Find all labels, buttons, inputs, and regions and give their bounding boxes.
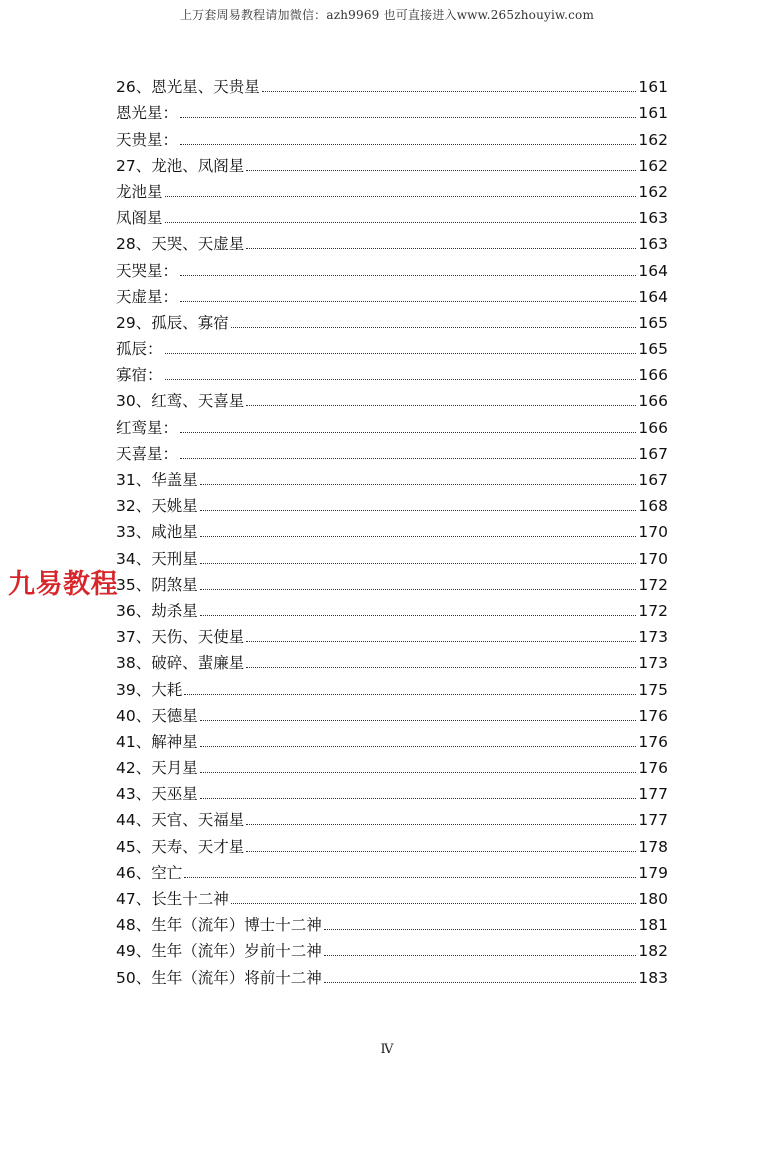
toc-dot-leader [262, 91, 637, 92]
toc-entry-page: 173 [638, 628, 668, 647]
toc-entry-title: 43、天巫星 [116, 785, 198, 804]
toc-dot-leader [246, 405, 636, 406]
toc-dot-leader [180, 117, 636, 118]
toc-entry[interactable] [116, 755, 668, 781]
toc-dot-leader [324, 982, 637, 983]
toc-entry-page: 173 [638, 654, 668, 673]
toc-entry-title: 47、长生十二神 [116, 890, 229, 908]
table-of-contents [116, 74, 668, 991]
toc-dot-leader [200, 589, 637, 590]
toc-entry-title: 49、生年（流年）岁前十二神 [116, 942, 322, 961]
toc-entry-title: 44、天官、天福星 [116, 811, 245, 830]
toc-entry-page: 165 [638, 340, 668, 359]
toc-entry-page: 176 [638, 706, 668, 725]
toc-entry[interactable] [116, 860, 668, 886]
toc-entry-page: 167 [638, 471, 668, 489]
toc-entry-page: 170 [638, 549, 668, 568]
toc-dot-leader [165, 353, 637, 354]
toc-entry-title: 恩光星： [116, 104, 179, 123]
toc-entry-title: 寡宿： [116, 366, 163, 385]
toc-dot-leader [165, 379, 637, 380]
toc-dot-leader [200, 484, 637, 485]
toc-entry-page: 166 [638, 418, 668, 437]
toc-entry-title: 31、华盖星 [116, 471, 198, 489]
toc-entry[interactable] [116, 205, 668, 231]
toc-entry-title: 48、生年（流年）博士十二神 [116, 916, 322, 935]
toc-entry-title: 天哭星： [116, 261, 179, 280]
toc-entry[interactable] [116, 467, 668, 493]
toc-dot-leader [200, 772, 637, 773]
toc-entry[interactable] [116, 650, 668, 676]
toc-dot-leader [184, 877, 636, 878]
toc-entry[interactable] [116, 100, 668, 126]
toc-entry-title: 凤阁星 [116, 209, 163, 228]
toc-entry-page: 166 [638, 392, 668, 411]
toc-entry[interactable] [116, 938, 668, 964]
toc-dot-leader [200, 720, 637, 721]
toc-entry-title: 天虚星： [116, 287, 179, 306]
toc-dot-leader [246, 248, 636, 249]
toc-dot-leader [246, 641, 636, 642]
toc-entry[interactable] [116, 624, 668, 650]
toc-entry-page: 163 [638, 235, 668, 254]
toc-entry-page: 161 [638, 104, 668, 123]
toc-dot-leader [180, 275, 636, 276]
toc-dot-leader [165, 222, 637, 223]
toc-entry[interactable] [116, 572, 668, 598]
toc-entry-title: 26、恩光星、天贵星 [116, 78, 260, 97]
toc-dot-leader [200, 615, 637, 616]
toc-entry[interactable] [116, 126, 668, 152]
toc-dot-leader [165, 196, 637, 197]
toc-entry-title: 天喜星： [116, 444, 179, 463]
toc-entry-title: 39、大耗 [116, 680, 183, 699]
toc-entry-title: 孤辰： [116, 340, 163, 359]
toc-entry-page: 178 [638, 837, 668, 856]
toc-entry-title: 30、红鸾、天喜星 [116, 392, 245, 411]
toc-entry[interactable] [116, 703, 668, 729]
toc-dot-leader [246, 170, 636, 171]
toc-dot-leader [231, 327, 637, 328]
toc-entry-title: 33、咸池星 [116, 523, 198, 542]
toc-entry-title: 龙池星 [116, 182, 163, 201]
toc-dot-leader [200, 536, 637, 537]
toc-dot-leader [324, 929, 637, 930]
toc-entry-title: 41、解神星 [116, 732, 198, 751]
toc-entry[interactable] [116, 493, 668, 519]
toc-entry-page: 181 [638, 916, 668, 935]
toc-entry-title: 天贵星： [116, 130, 179, 149]
toc-entry[interactable] [116, 362, 668, 388]
toc-entry-page: 179 [638, 863, 668, 882]
toc-dot-leader [180, 144, 636, 145]
toc-entry-page: 177 [638, 811, 668, 830]
toc-entry-page: 162 [638, 182, 668, 201]
toc-entry-page: 168 [638, 497, 668, 516]
toc-entry-page: 170 [638, 523, 668, 542]
toc-entry-page: 176 [638, 759, 668, 778]
toc-entry[interactable] [116, 964, 668, 990]
toc-entry-page: 162 [638, 156, 668, 175]
toc-entry-title: 28、天哭、天虚星 [116, 235, 245, 254]
toc-dot-leader [184, 694, 636, 695]
toc-dot-leader [180, 301, 636, 302]
toc-entry-page: 165 [638, 313, 668, 332]
toc-entry-title: 29、孤辰、寡宿 [116, 313, 229, 332]
toc-dot-leader [200, 563, 637, 564]
toc-entry[interactable] [116, 807, 668, 833]
toc-entry-page: 167 [638, 444, 668, 463]
toc-entry-page: 162 [638, 130, 668, 149]
toc-entry[interactable] [116, 153, 668, 179]
toc-entry[interactable] [116, 179, 668, 205]
toc-dot-leader [246, 851, 636, 852]
toc-entry[interactable] [116, 441, 668, 467]
toc-entry-title: 40、天德星 [116, 706, 198, 725]
toc-entry-title: 45、天寿、天才星 [116, 837, 245, 856]
toc-entry-page: 163 [638, 209, 668, 228]
toc-entry[interactable] [116, 414, 668, 440]
toc-entry[interactable] [116, 886, 668, 912]
toc-entry[interactable] [116, 257, 668, 283]
toc-entry[interactable] [116, 388, 668, 414]
toc-entry[interactable] [116, 545, 668, 571]
toc-entry[interactable] [116, 284, 668, 310]
toc-entry-title: 红鸾星： [116, 418, 179, 437]
toc-dot-leader [324, 955, 637, 956]
toc-entry[interactable] [116, 336, 668, 362]
toc-entry[interactable] [116, 781, 668, 807]
toc-dot-leader [200, 510, 637, 511]
toc-dot-leader [180, 458, 636, 459]
toc-entry[interactable] [116, 676, 668, 702]
toc-entry-page: 180 [638, 890, 668, 908]
toc-dot-leader [246, 667, 636, 668]
toc-entry-title: 34、天刑星 [116, 549, 198, 568]
page-number: Ⅳ [380, 1042, 394, 1057]
toc-entry-page: 172 [638, 575, 668, 594]
toc-entry-title: 50、生年（流年）将前十二神 [116, 968, 322, 987]
toc-dot-leader [180, 432, 636, 433]
toc-entry[interactable] [116, 598, 668, 624]
toc-entry-title: 35、阴煞星 [116, 575, 198, 594]
toc-entry-page: 175 [638, 680, 668, 699]
toc-dot-leader [200, 798, 637, 799]
toc-dot-leader [246, 824, 636, 825]
toc-entry-page: 164 [638, 287, 668, 306]
toc-dot-leader [200, 746, 637, 747]
toc-entry[interactable] [116, 519, 668, 545]
toc-entry[interactable] [116, 912, 668, 938]
toc-entry[interactable] [116, 231, 668, 257]
page-header: 上万套周易教程请加微信：azh9969 也可直接进入www.265zhouyiw.com [179, 8, 595, 22]
toc-entry-title: 32、天姚星 [116, 497, 198, 516]
toc-entry-title: 42、天月星 [116, 759, 198, 778]
toc-entry[interactable] [116, 74, 668, 100]
toc-entry-page: 172 [638, 601, 668, 620]
toc-entry-page: 183 [638, 968, 668, 987]
toc-entry-title: 46、空亡 [116, 863, 183, 882]
toc-entry-page: 161 [638, 78, 668, 97]
toc-entry-page: 164 [638, 261, 668, 280]
toc-entry-title: 36、劫杀星 [116, 601, 198, 620]
toc-entry-title: 27、龙池、凤阁星 [116, 156, 245, 175]
toc-entry[interactable] [116, 833, 668, 859]
toc-entry-page: 166 [638, 366, 668, 385]
toc-entry[interactable] [116, 310, 668, 336]
toc-entry-title: 37、天伤、天使星 [116, 628, 245, 647]
toc-dot-leader [231, 903, 637, 904]
toc-entry-page: 176 [638, 732, 668, 751]
toc-entry-page: 182 [638, 942, 668, 961]
toc-entry[interactable] [116, 729, 668, 755]
toc-entry-page: 177 [638, 785, 668, 804]
toc-entry-title: 38、破碎、蜚廉星 [116, 654, 245, 673]
watermark-logo: 九易教程 [8, 569, 118, 600]
